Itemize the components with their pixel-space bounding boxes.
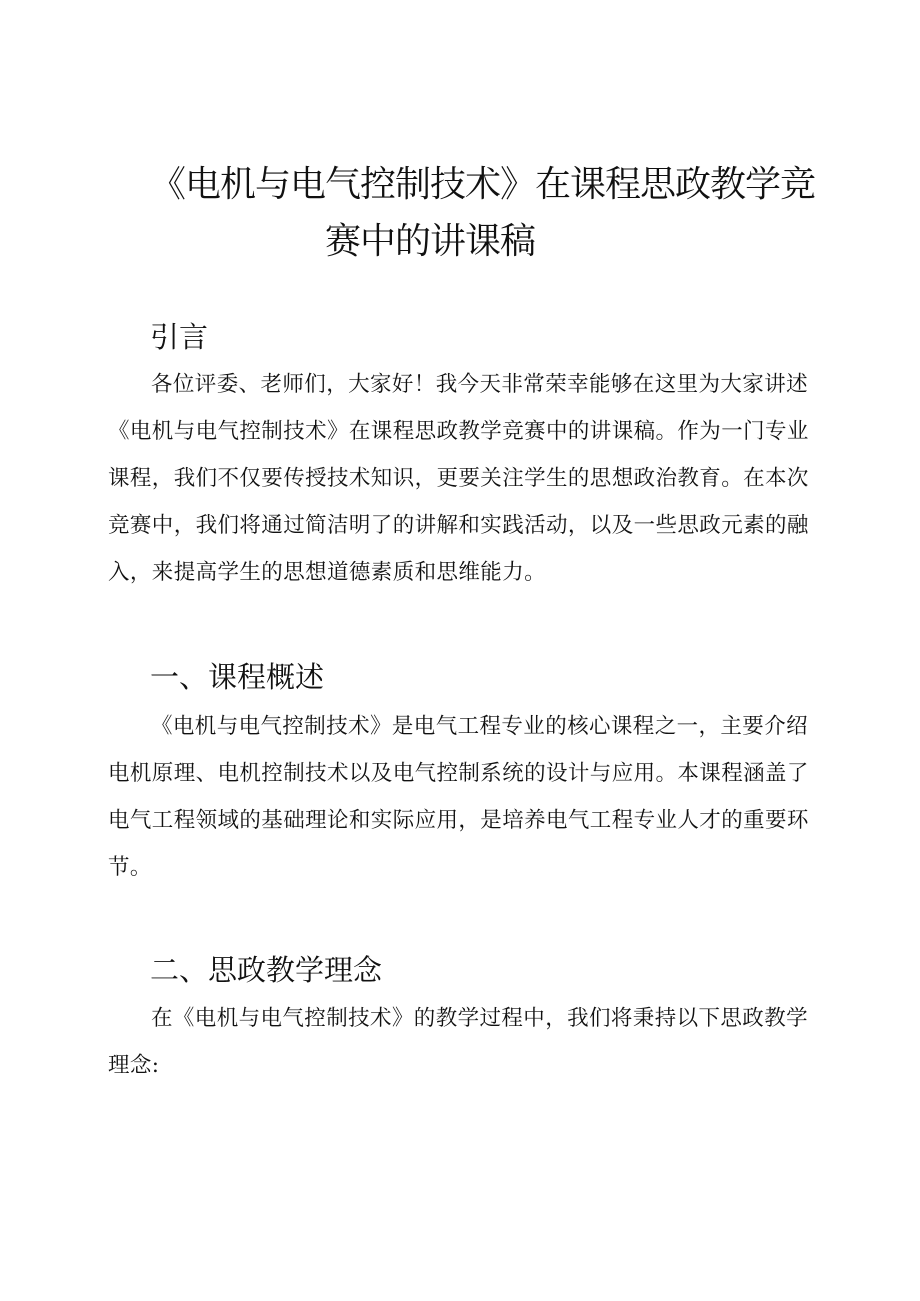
section-heading-course-overview: 一、课程概述 — [150, 660, 325, 694]
title-line-2: 赛中的讲课稿 — [325, 221, 536, 262]
section-paragraph-introduction: 各位评委、老师们，大家好！我今天非常荣幸能够在这里为大家讲述《电机与电气控制技术》在课程思政教学竞赛中的讲课稿。作为一门专业课程，我们不仅要传授技术知识，更要关注学生的思想政治教育。在本次竞赛中，我们将通过简洁明了的讲解和实践活动，以及一些思政元素的融入，来提高学生的思想道德素质和思维能力。 — [108, 372, 809, 585]
section-heading-introduction: 引言 — [150, 320, 209, 354]
section-paragraph-course-overview: 《电机与电气控制技术》是电气工程专业的核心课程之一，主要介绍电机原理、电机控制技术以及电气控制系统的设计与应用。本课程涵盖了电气工程领域的基础理论和实际应用，是培养电气工程专业人才的重要环节。 — [108, 714, 809, 880]
document-title — [150, 160, 830, 267]
section-heading-teaching-philosophy: 二、思政教学理念 — [150, 953, 383, 987]
title-line-1: 《电机与电气控制技术》在课程思政教学竞 — [150, 164, 816, 205]
section-paragraph-teaching-philosophy: 在《电机与电气控制技术》的教学过程中，我们将秉持以下思政教学理念: — [108, 1006, 809, 1078]
